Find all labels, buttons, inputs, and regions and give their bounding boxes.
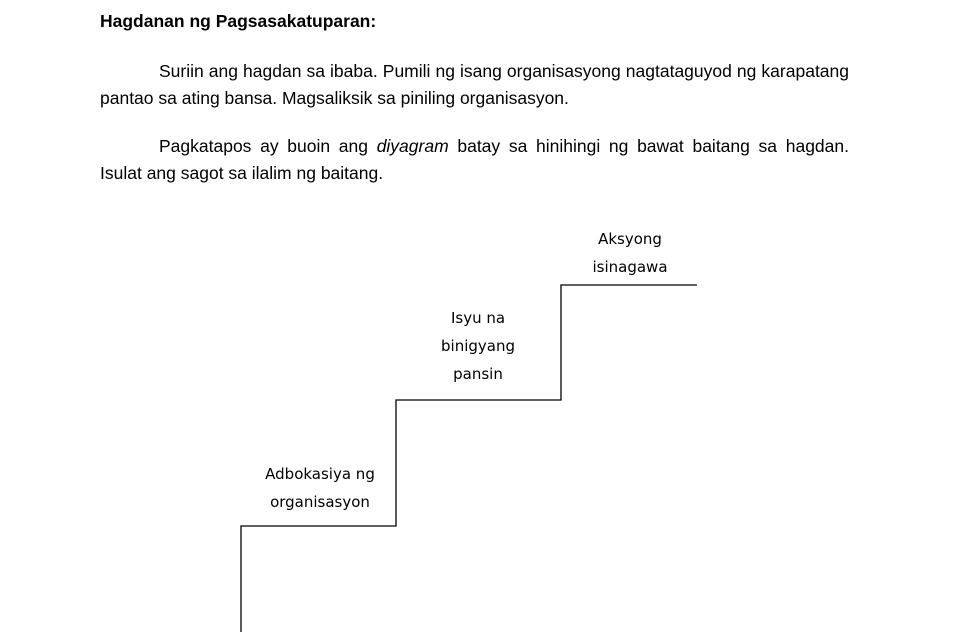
step-label-issue <box>408 304 548 388</box>
instruction-text-part: batay sa hinihingi ng bawat baitang sa hagdan. Isulat ang sagot sa ilalim ng baitang. <box>100 136 849 183</box>
instruction-paragraph-1: Suriin ang hagdan sa ibaba. Pumili ng isang organisasyong nagtataguyod ng karapatang pantao sa ating bansa. Magsaliksik sa piniling organisasyon. <box>100 61 849 108</box>
step-label-line: pansin <box>453 365 503 383</box>
step-label-line: binigyang <box>441 337 515 355</box>
step-label-action <box>560 225 700 281</box>
step-label-line: Aksyong <box>598 230 662 248</box>
step-label-line: organisasyon <box>270 493 370 511</box>
step-label-advocacy <box>250 460 390 516</box>
step-label-line: Adbokasiya ng <box>265 465 375 483</box>
step-label-line: isinagawa <box>592 258 668 276</box>
activity-title: Hagdanan ng Pagsasakatuparan: <box>100 11 377 31</box>
step-label-line: Isyu na <box>450 309 506 327</box>
emphasized-term: diyagram <box>376 136 449 156</box>
instruction-text-part: Pagkatapos ay buoin ang <box>159 136 377 156</box>
